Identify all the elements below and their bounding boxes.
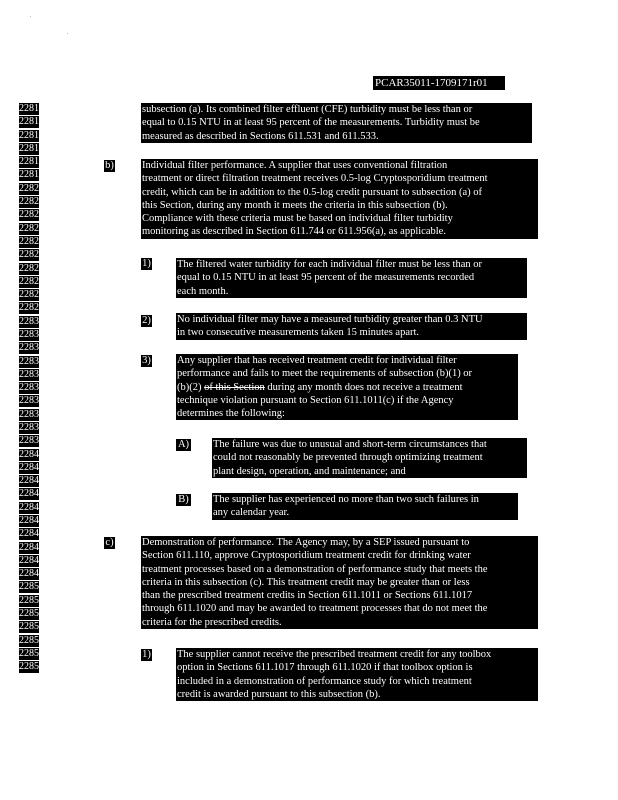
- text-line: No individual filter may have a measured turbidity greater than 0.3 NTU: [177, 314, 483, 325]
- text-line: option in Sections 611.1017 through 611.1020 if that toolbox option is: [177, 662, 473, 674]
- text-line: Demonstration of performance. The Agency may, by a SEP issued pursuant to: [142, 537, 470, 548]
- text-line: measured as described in Sections 611.531 and 611.533.: [142, 130, 379, 142]
- text-line: plant design, operation, and maintenance; and: [213, 465, 406, 477]
- item-b1-paragraph: [176, 258, 527, 298]
- line-number: 22848: [19, 554, 44, 566]
- subitem-a-paragraph: [212, 438, 527, 478]
- scan-speck: [67, 33, 68, 34]
- text-line: Compliance with these criteria must be based on individual filter turbidity: [142, 213, 453, 225]
- line-number: 22855: [19, 647, 44, 659]
- subsection-c-paragraph: [141, 536, 538, 629]
- line-number: 22827: [19, 275, 44, 287]
- subsection-label-b: b): [105, 160, 114, 171]
- text-line: subsection (a). Its combined filter effluent (CFE) turbidity must be less than or: [142, 104, 473, 115]
- text-line: credit is awarded pursuant to this subsection (b).: [177, 688, 381, 700]
- item-b2-paragraph: [176, 313, 527, 340]
- text-line: Individual filter performance. A supplier that uses conventional filtration: [142, 160, 448, 171]
- line-number: 22822: [19, 209, 44, 221]
- text-line: equal to 0.15 NTU in at least 95 percent of the measurements recorded: [177, 272, 475, 284]
- line-number: 22820: [19, 182, 44, 194]
- line-number: 22853: [19, 621, 44, 633]
- line-number: 22831: [19, 328, 44, 340]
- text-line: monitoring as described in Section 611.744 or 611.956(a), as applicable.: [142, 226, 446, 238]
- line-number: 22850: [19, 581, 44, 593]
- line-number: 22856: [19, 661, 44, 673]
- text-line: included in a demonstration of performance study for which treatment: [177, 675, 472, 687]
- text-line: credit, which can be in addition to the 0.5-log credit pursuant to subsection (a) of: [142, 186, 482, 198]
- line-number: 22835: [19, 382, 44, 394]
- item-label-b3: 3): [142, 355, 151, 366]
- line-number: 22840: [19, 448, 44, 460]
- line-number: 22826: [19, 262, 44, 274]
- line-number: 22829: [19, 302, 44, 314]
- line-number: 22849: [19, 568, 44, 580]
- subitem-label-a: A): [177, 439, 190, 450]
- line-number: 22817: [19, 142, 44, 154]
- line-number: 22834: [19, 368, 44, 380]
- line-number: 22819: [19, 169, 44, 181]
- line-number: 22836: [19, 395, 44, 407]
- item-label-b2: 2): [142, 315, 151, 326]
- line-number: 22842: [19, 475, 44, 487]
- text-line: any calendar year.: [213, 507, 290, 519]
- line-number: 22841: [19, 461, 44, 473]
- text-line: than the prescribed treatment credits in Section 611.1011 or Sections 611.1017: [142, 590, 473, 602]
- line-number: 22821: [19, 196, 44, 207]
- text-line: [177, 381, 518, 394]
- text-line: The supplier cannot receive the prescribed treatment credit for any toolbox: [177, 649, 492, 660]
- scan-speck: [30, 16, 31, 17]
- text-line: The filtered water turbidity for each individual filter must be less than or: [177, 259, 482, 270]
- text-fragment: (b)(2): [177, 381, 205, 393]
- text-line: criteria for the prescribed credits.: [142, 616, 282, 628]
- text-line: determines the following:: [177, 408, 285, 420]
- text-fragment: during any month does not receive a treatment: [264, 381, 463, 393]
- text-line: performance and fails to meet the requirements of subsection (b)(1) or: [177, 368, 473, 380]
- intro-paragraph: [141, 103, 532, 143]
- struck-text: of this Section: [204, 381, 265, 393]
- text-line: treatment processes based on a demonstration of performance study that meets the: [142, 563, 488, 575]
- line-number: 22854: [19, 634, 44, 646]
- line-number: 22824: [19, 235, 44, 247]
- item-b3-paragraph: [176, 354, 518, 420]
- line-number: 22833: [19, 355, 44, 367]
- line-number: 22828: [19, 289, 44, 301]
- line-number: 22823: [19, 222, 44, 234]
- line-number: 22844: [19, 501, 44, 513]
- text-line: technique violation pursuant to Section 611.1011(c) if the Agency: [177, 394, 454, 406]
- line-number: 22843: [19, 488, 44, 500]
- text-line: treatment or direct filtration treatment receives 0.5-log Cryptosporidium treatment: [142, 173, 488, 185]
- text-line: equal to 0.15 NTU in at least 95 percent of the measurements. Turbidity must be: [142, 117, 480, 129]
- line-number: 22830: [19, 315, 44, 327]
- line-number: 22839: [19, 435, 44, 447]
- line-number: 22851: [19, 594, 44, 606]
- line-number: 22846: [19, 528, 44, 540]
- text-line: in two consecutive measurements taken 15 minutes apart.: [177, 327, 420, 339]
- item-c1-paragraph: [176, 648, 538, 701]
- subsection-b-paragraph: [141, 159, 538, 239]
- line-number: 22814: [19, 103, 44, 114]
- text-line: Any supplier that has received treatment credit for individual filter: [177, 355, 457, 366]
- text-line: each month.: [177, 285, 229, 297]
- subitem-b-paragraph: [212, 493, 518, 520]
- line-number: 22816: [19, 129, 44, 141]
- text-line: through 611.1020 and may be awarded to treatment processes that do not meet the: [142, 603, 488, 615]
- text-line: Section 611.110, approve Cryptosporidium treatment credit for drinking water: [142, 550, 471, 562]
- line-number: 22815: [19, 116, 44, 128]
- text-line: could not reasonably be prevented through optimizing treatment: [213, 452, 483, 464]
- subitem-label-b: B): [176, 494, 191, 506]
- item-label-b1: 1): [142, 258, 151, 269]
- line-number: 22838: [19, 422, 44, 433]
- text-line: criteria in this subsection (c). This treatment credit may be greater than or less: [142, 576, 470, 588]
- line-number: 22825: [19, 249, 44, 261]
- text-line: The failure was due to unusual and short-term circumstances that: [213, 439, 487, 450]
- text-line: The supplier has experienced no more than two such failures in: [213, 494, 479, 505]
- line-number: 22847: [19, 541, 44, 553]
- document-id-header: PCAR35011-1709171r01: [373, 76, 505, 90]
- line-number: 22837: [19, 408, 44, 420]
- subsection-label-c: c): [105, 537, 114, 548]
- line-number: 22852: [19, 608, 44, 619]
- item-label-c1: 1): [142, 649, 151, 660]
- text-line: this Section, during any month it meets the criteria in this subsection (b).: [142, 199, 448, 211]
- line-number: 22818: [19, 156, 44, 168]
- line-number: 22845: [19, 515, 44, 526]
- line-number: 22832: [19, 342, 44, 354]
